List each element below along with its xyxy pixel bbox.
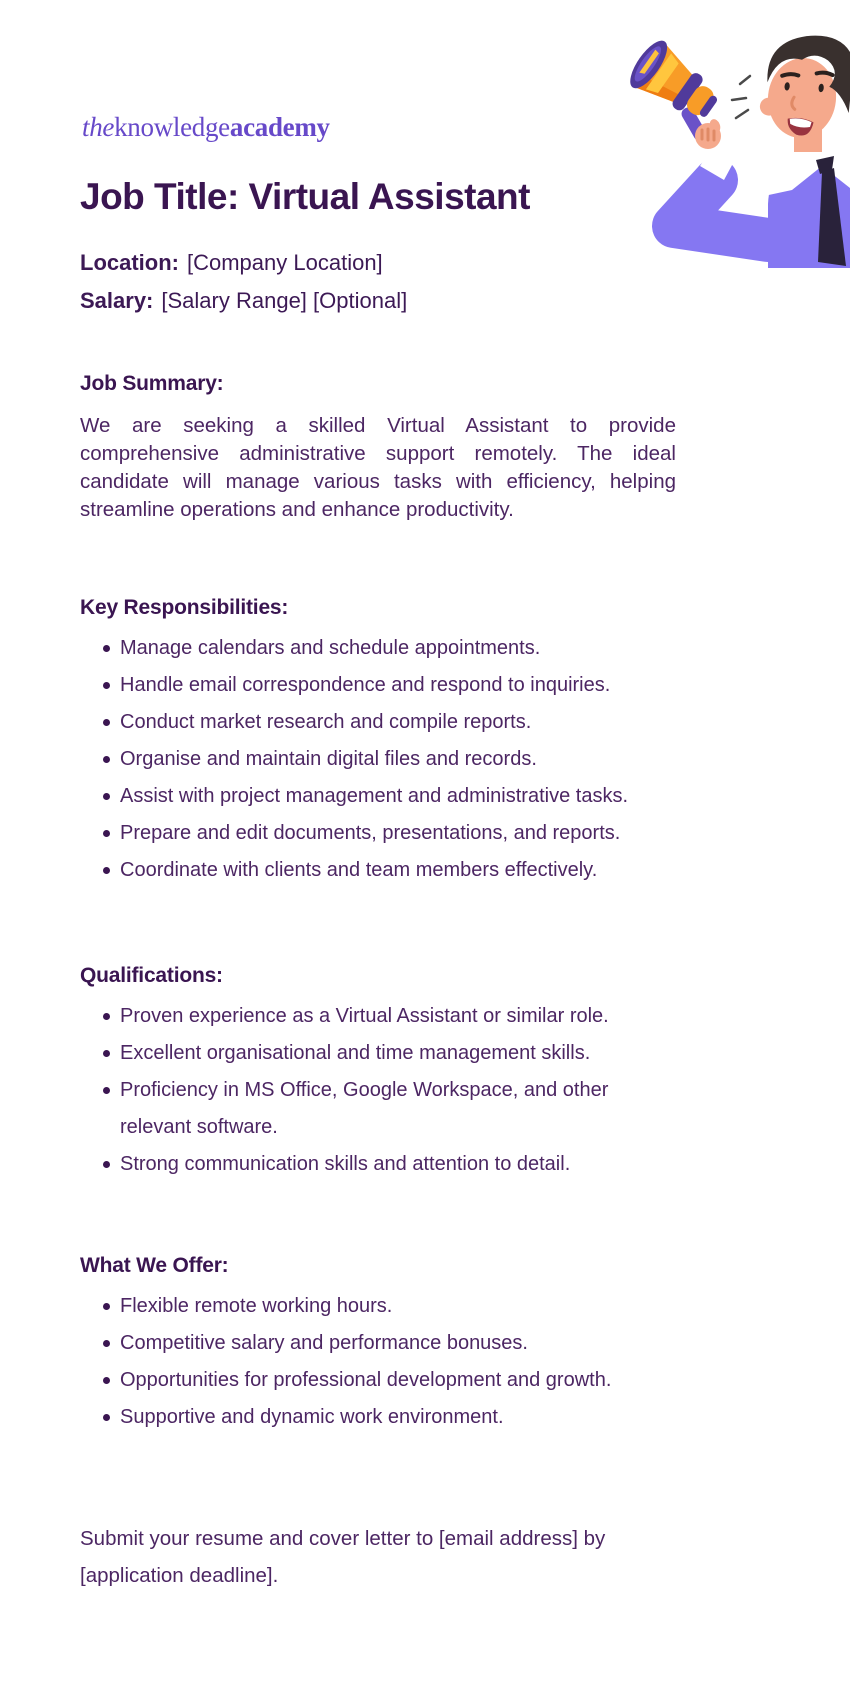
salary-row: [80, 282, 407, 320]
list-item: Manage calendars and schedule appointments.: [80, 630, 682, 667]
list-item: Coordinate with clients and team members effectively.: [80, 852, 682, 889]
list-item: Assist with project management and administrative tasks.: [80, 778, 682, 815]
list-item: Opportunities for professional development and growth.: [80, 1362, 682, 1399]
job-summary-heading: Job Summary:: [80, 372, 224, 395]
section-what-we-offer: [80, 1254, 682, 1436]
list-item: Excellent organisational and time management skills.: [80, 1035, 640, 1072]
list-item: Flexible remote working hours.: [80, 1288, 682, 1325]
list-item: Supportive and dynamic work environment.: [80, 1399, 682, 1436]
section-key-responsibilities: [80, 596, 682, 889]
page-title: Job Title: Virtual Assistant: [80, 176, 530, 217]
job-meta: [80, 244, 407, 320]
location-row: [80, 244, 407, 282]
brand-logo: [82, 112, 330, 143]
list-item: Handle email correspondence and respond to inquiries.: [80, 667, 682, 704]
application-instructions: Submit your resume and cover letter to [email address] by [application deadline].: [80, 1527, 606, 1587]
section-qualifications: [80, 964, 640, 1183]
location-value: [Company Location]: [187, 250, 383, 275]
megaphone-icon: [624, 35, 728, 131]
what-we-offer-list: [80, 1288, 682, 1436]
qualifications-heading: Qualifications:: [80, 964, 223, 987]
what-we-offer-heading: What We Offer:: [80, 1254, 229, 1277]
brand-logo-the: the: [82, 112, 115, 142]
brand-logo-academy: academy: [229, 112, 330, 142]
list-item: Conduct market research and compile reports.: [80, 704, 682, 741]
list-item: Proven experience as a Virtual Assistant or similar role.: [80, 998, 640, 1035]
section-job-summary: [80, 372, 676, 524]
list-item: Proficiency in MS Office, Google Workspace, and other relevant software.: [80, 1072, 640, 1146]
list-item: Strong communication skills and attention to detail.: [80, 1146, 640, 1183]
brand-logo-knowledge: knowledge: [114, 112, 230, 142]
salary-label: Salary:: [80, 288, 154, 313]
job-summary-paragraph: We are seeking a skilled Virtual Assistant to provide comprehensive administrative support remotely. The ideal candidate will manage various tasks with efficiency, helping streamline operations and enhance productivity.: [80, 414, 676, 521]
face: [757, 30, 850, 143]
qualifications-list: [80, 998, 640, 1183]
key-responsibilities-heading: Key Responsibilities:: [80, 596, 289, 619]
list-item: Organise and maintain digital files and records.: [80, 741, 682, 778]
megaphone-man-illustration: [618, 28, 850, 268]
list-item: Prepare and edit documents, presentations, and reports.: [80, 815, 682, 852]
salary-value: [Salary Range] [Optional]: [161, 288, 408, 313]
list-item: Competitive salary and performance bonuses.: [80, 1325, 682, 1362]
location-label: Location:: [80, 250, 179, 275]
key-responsibilities-list: [80, 630, 682, 889]
